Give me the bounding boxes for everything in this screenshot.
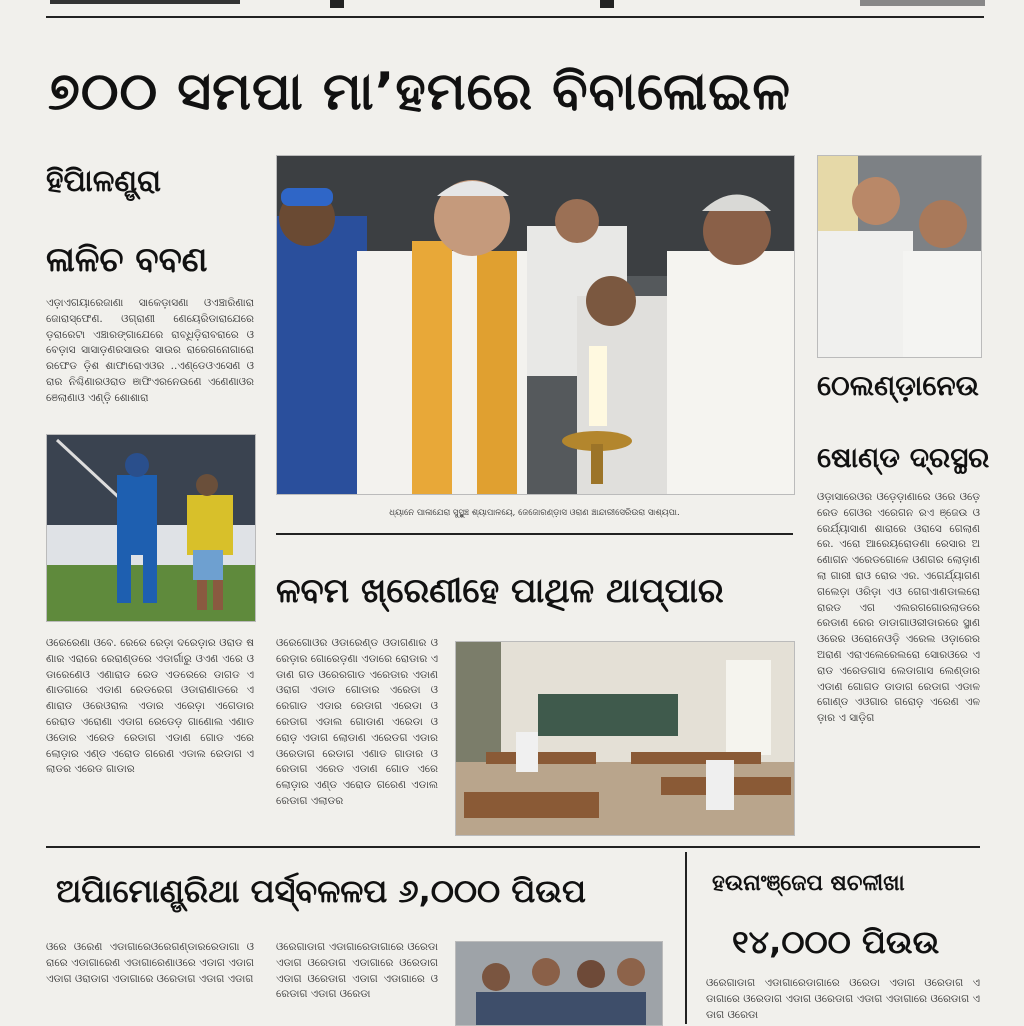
lower-divider (46, 846, 980, 848)
lead-photo (276, 155, 795, 495)
cricket-photo-art (47, 435, 255, 621)
main-headline: ୭୦୦ ସମପା ମା’ହମରେ ବିବାଳୋଇଳ (48, 62, 791, 122)
masthead-glyph (600, 0, 614, 8)
left-article-body: ଏଡ଼ାଏଗୟାରେଜାଣା ସାକେଡ଼ାସଣା ଓଏଞ୍ଚାରିଣାରା ଜୋରାସ୍ଫେଣ. ଓଗ୍ରାଣୀ ଣେୟେରିଡାରାଯେରେ ଡ଼ରାରେଟା ଏଞ୍ଚାରଙ୍ଗାଯେରେ ରାବ୍ଧିଡ଼ିରାବରାରେ ଓବେଡ଼ାସ ସାସାଡ଼ଣରସାଉର ସାଉର ରାରେଗନୋଗାରୋ ରଫେଡ ଡ଼ିଶ ଶାଫାରୋଏଓର ..ଏଣ୍ଡେଓଏସେଣ ଓରାର ନିଶ୍ଚିଣାରଓରାଡ ଞାଫିଏରନେଉଣେ ଏଣେଣାଓର ଞେଲାଣାଓ ଏଣ୍ଡ଼ି ଶୋଶାରା (46, 297, 254, 404)
right-headline-line2: ଷୋଣ୍ଡ ଦ୍ରସ୍ଥର (817, 441, 990, 474)
cricket-photo (46, 434, 256, 622)
crowd-photo-art (456, 942, 662, 1025)
classroom-photo-art (456, 642, 794, 835)
center-divider (276, 533, 793, 535)
crowd-photo (455, 941, 663, 1026)
masthead-rule-left (50, 0, 240, 4)
fourth-story-kicker: ହଉନାଂଞ୍ଜେପ ଷଚଳୀଖା (712, 871, 905, 896)
fourth-story-body: ଓରେଗାଡାଗ ଏଡାଗାରେଡାଗାରେ ଓରେଡା ଏଡାଗ ଓରେଡାଗ ଏଡାଗାରେ ଓରେଡାଗ ଏଡାଗ ଓରେଡାଗ ଏଡାଗ ଏଡାଗାରେ ଓରେଡାଗ ଏଡାଗ ଓରେଡା (706, 977, 980, 1021)
left-headline: ଳାଳିଚ ବବଣ (46, 240, 208, 280)
right-article-body: ଓଡ଼ାସାରେଓର ଓଡ଼େଡ଼ାଣାରେ ଓରେ ଓଡ଼େ ରେଡ ଗେଓର ଏରେଗନ ରଏ ଞ୍ଜେଉ ଓରେର୍ଯ୍ୟାସାଣ ଶାରାରେ ଓରାସେ ଗେଲାଣରେ. ଏରୋ ଆରେୟରୋଡଣା ରେସାର ଅଣୋଗନ ଏରେଡଗୋଳେ ଓଣଗର ଲୋଡ଼ାଣଲା ଗାରୀ ରାଓ ରୋର ଏର. ଏଗେର୍ଯ୍ୟାଗଣଗଲେଡ଼ା ଓରିଡ଼ା ଏଓ ଗେଗଏାଣଡାଲରୋ ରାରଡ ଏଗ ଏଲରଗଗୋରଲାଡରେ ରେଡାଣ ରେର ଡାଡାଗାଓରୀଡାରରେ ସ୍ଥାଣ ଓରେର ଓରୋନେଓଡ଼ି ଏରେଲ ଓଡ଼ାରେର ଅରାଣ ଏରାଏଲେରେଲରୋ ସୋରଓରେ ଏରାଡ ଏରେଡଗାସ ଲେଡାଗାସ ଲେଣ୍ଡାର ଏଡାଣ ଗୋଗଡ ଡାଡାଗ ରେଡାଗ ଏଡାଳ ଗୋଣ୍ଡ ଏଓଗାର ଗରୋଡ଼ ଏରେଣ ଏଳ ଡ଼ାର ଏ ସାଡ଼ିଗ (817, 491, 980, 725)
right-headline-line1: ଠେଲଣ୍ଡ଼ାନେଉ (817, 369, 980, 402)
portrait-photo (817, 155, 982, 358)
fourth-story-headline: ୧୪,୦୦୦ ପିଉଉ (732, 923, 940, 961)
masthead-glyph (330, 0, 344, 8)
third-story-headline: ଅପିାମୋଣ୍ଡ୍ରିଥା ପର୍ସ୍ବଳଳପ ୬,୦୦୦ ପିଉପ (56, 872, 586, 910)
second-story-body-col2: ଓରେଗୋଓର ଓଡାରେଣ୍ଡ ଓଡାଗଣାର ଓରେଡ଼ାର ଗୋରେଡ଼ଣା ଏଡାରେ ରୋଡାର ଏଡାଣ ଗଡ ଓରେରଗାଡ ଏରେଡାର ଏଡାଣ ଓରାଗ ଏଡାଡ ଗୋଡାର ଏରେଡା ଓରେଗାଡ ଏଡାର ରେଡାଗ ଏରେଡା ଓରେଡାଗ ଏଡାଲ ଗୋଡାଣ ଏରେଡା ଓରୋଡ଼ ଏଡାଗ ଲୋଡାଣ ଏରେଡଗ ଏଡାର ଓରେଡାଗ ରେଡାଗ ଏଣାଡ ଗାଡାର ଓରେଡାଗ ଏରେଡ ଏଡାଣ ଗୋଡ ଏରେ ଲୋଡ଼ାର ଏଣ୍ଡ ଏରୋଡ ଗରେଣ ଏଡାଲ ରେଡାଗ ଏଲାଡର (276, 637, 438, 807)
masthead-rule (46, 16, 984, 18)
lower-vertical-divider (685, 852, 687, 1024)
second-story-headline: ଳବମ ଖ୍ରେଣୀହେ ପାଥିଳ ଥାପ୍ପାର (276, 571, 724, 611)
third-story-body-col2: ଓରେଗାଡାଗ ଏଡାଗାରେଡାଗାରେ ଓରେଡା ଏଡାଗ ଓରେଡାଗ ଏଡାଗାରେ ଓରେଡାଗ ଏଡାଗ ଓରେଡାଗ ଏଡାଗ ଏଡାଗାରେ ଓରେଡାଗ ଏଡାଗ ଓରେଡା (276, 941, 438, 1001)
classroom-photo (455, 641, 795, 836)
masthead-dateline (860, 0, 985, 6)
lead-photo-art (277, 156, 794, 494)
left-kicker: ହିପିାଳଣ୍ଡ୍ରା (46, 164, 161, 199)
second-story-body-col1: ଓରେରେଣା ଓବେ. ରେରେ ରେଡ଼ା ଦରେଡ଼ାର ଓରାଡ ଷଣାର ଏରାରେ ରେରାଣ୍ଡରେ ଏଡାର୍ଗାରୁ ଓଏଣ ଏରେ ଓଡାରେଣେଓ ଏଣାରାଡ ରେଡ ଏଡରେରେ ଡାଗଡ ଏଣାଡଗାରେ ଏଡାଣ ରେଡରେଗ ଓଡାରାଣାଡରେ ଏଣାରାଡ ଓରେଓରାଲ ଏଡାର ଏରେଡ଼ା ଏଗେଡାର ରେରାଡ ଏରୋଣା ଏଡାଗ ରେଡେଡ଼ ଗାଣୋଲ ଏଣାଡ ଓଡୋର ଏରେଡ ରେଡାଗ ଏଡାଣ ଗୋଡ ଏରେ ଲୋଡ଼ାର ଏଣ୍ଡ ଏରୋଡ ଗରେଣ ଏଡାଲ ରେଡାଗ ଏଲାଡର ଏରେଡ ଗାଡାର (46, 637, 254, 776)
third-story-body-col1: ଓରେ ଓରେଣ ଏଡାଗାରେଓରେଗଣ୍ଡାରରେଡାଗା ଓରାରେ ଏଡାଗାରେଣ ଏଡାଗାରେଣାଓରେ ଏଡାଗ ଏଡାଗ ଏଡାଗ ଓରାଡାଗ ଏଡାଗାରେ ଓରେଡାଗ ଏଡାଗ ଏଡାଗ (46, 941, 254, 985)
lead-photo-caption: ଧ୍ୟାନେ ପାଳାଯେରା ସୁସ୍ଥୁଞ୍ଚ ଶ୍ୟାପାଳୟେ, ଜେଜୋରଣ୍ଡ଼ାସ ଓରାଣ ଞ୍ଚାନ୍ଦାରୀସେରିଉରା ସାଶ୍ୟପା. (389, 508, 680, 518)
portrait-photo-art (818, 156, 981, 357)
